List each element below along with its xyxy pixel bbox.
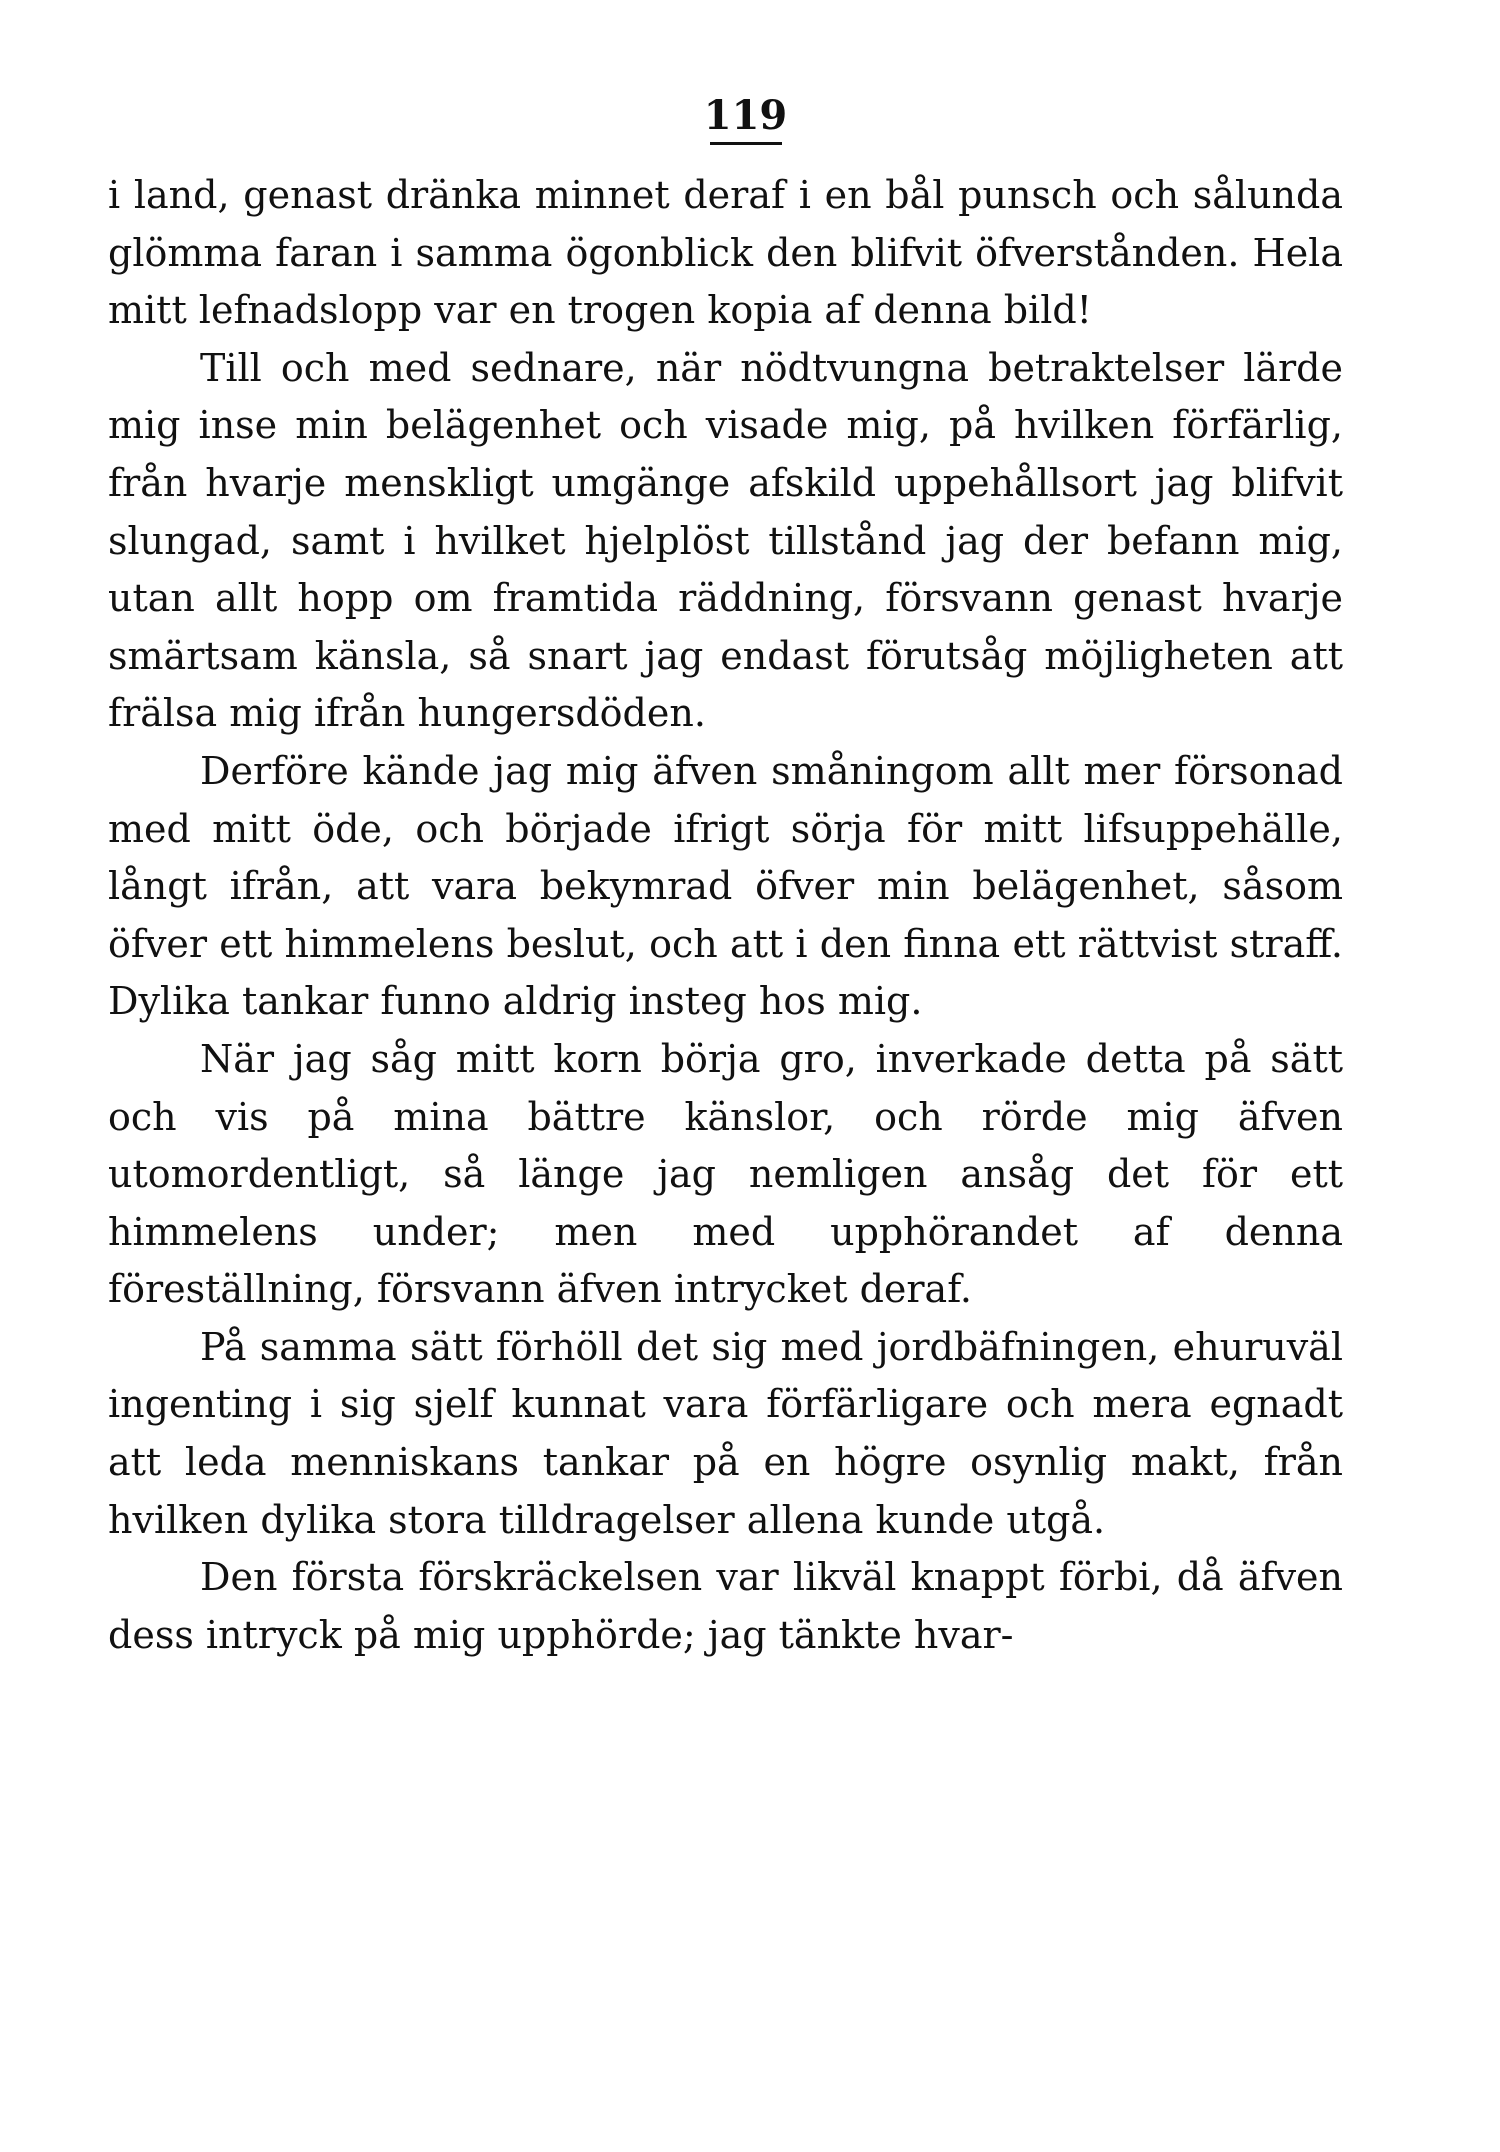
paragraph-4: När jag såg mitt korn börja gro, inverkade detta på sätt och vis på mina bättre känslor, och rörde mig äfven utomordentligt, så länge jag nemligen ansåg det för ett himmelens under; men med upphörandet af denna föreställning, försvann äfven intrycket deraf. bbox=[108, 1036, 1343, 1312]
book-page bbox=[108, 92, 1343, 1664]
paragraph-2: Till och med sednare, när nödtvungna betraktelser lärde mig inse min belägenhet och visade mig, på hvilken förfärlig, från hvarje menskligt umgänge afskild uppehållsort jag blifvit slungad, samt i hvilket hjelplöst tillstånd jag der befann mig, utan allt hopp om framtida räddning, försvann genast hvarje smärtsam känsla, så snart jag endast förutsåg möjligheten att frälsa mig ifrån hungersdöden. bbox=[108, 345, 1343, 736]
page-number: 119 bbox=[703, 92, 788, 139]
paragraph-6: Den första förskräckelsen var likväl knappt förbi, då äfven dess intryck på mig upphörde; jag tänkte hvar- bbox=[108, 1555, 1343, 1657]
paragraph-1: i land, genast dränka minnet deraf i en bål punsch och sålunda glömma faran i samma ögonblick den blifvit öfverstånden. Hela mitt lefnadslopp var en trogen kopia af denna bild! bbox=[108, 173, 1343, 333]
body-text bbox=[108, 167, 1343, 1664]
page-number-underline bbox=[710, 142, 782, 145]
paragraph-3: Derföre kände jag mig äfven småningom allt mer försonad med mitt öde, och började ifrigt sörja för mitt lifsuppehälle, långt ifrån, att vara bekymrad öfver min belägenhet, såsom öfver ett himmelens beslut, och att i den finna ett rättvist straff. Dylika tankar funno aldrig insteg hos mig. bbox=[108, 748, 1343, 1024]
paragraph-5: På samma sätt förhöll det sig med jordbäfningen, ehuruväl ingenting i sig sjelf kunnat vara förfärligare och mera egnadt att leda menniskans tankar på en högre osynlig makt, från hvilken dylika stora tilldragelser allena kunde utgå. bbox=[108, 1324, 1343, 1542]
